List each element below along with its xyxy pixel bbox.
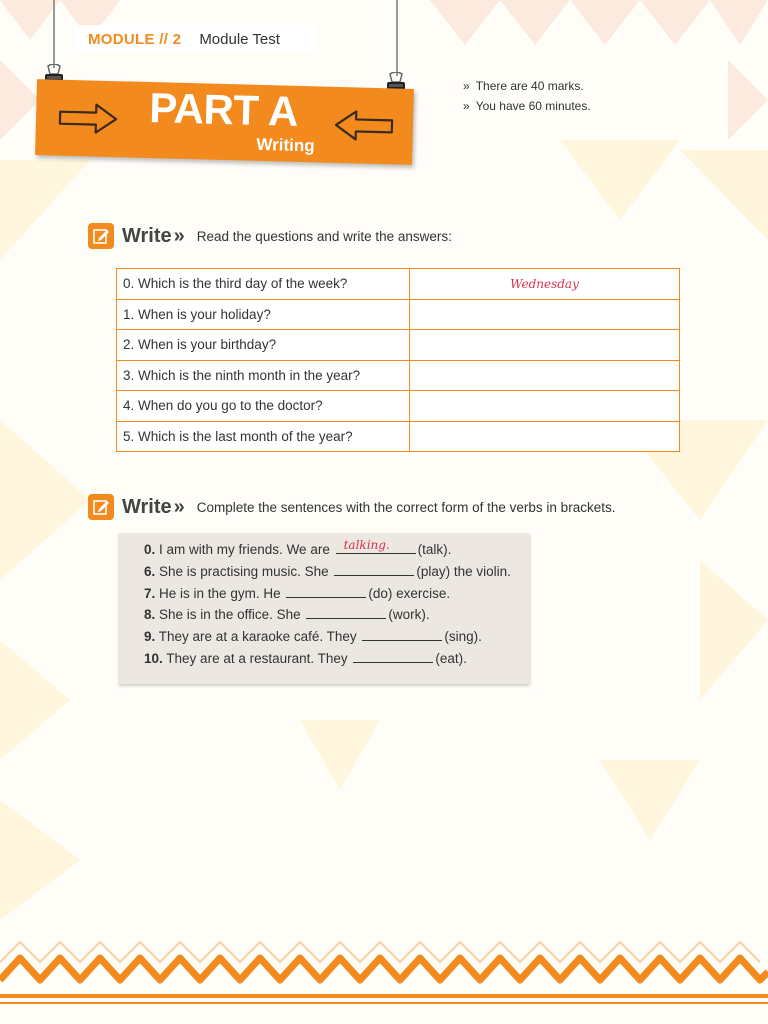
sentence-text: She is practising music. She (159, 563, 329, 579)
part-banner (35, 79, 414, 165)
table-row (117, 299, 680, 330)
question-cell: 2. When is your birthday? (117, 330, 410, 361)
answer-blank[interactable] (353, 650, 433, 663)
sentence-paper (118, 533, 529, 684)
section-1-heading: Write (122, 224, 172, 247)
answer-cell[interactable] (410, 421, 680, 452)
sentence-text: They are at a karaoke café. They (158, 629, 357, 645)
time-info: » You have 60 minutes. (463, 96, 591, 116)
sentence-number: 9. (144, 629, 156, 645)
arrow-left-icon (331, 107, 396, 145)
marks-info: » There are 40 marks. (463, 76, 591, 96)
verb-hint: (talk). (417, 542, 452, 557)
part-title: PART A (148, 84, 299, 135)
question-cell: 5. Which is the last month of the year? (117, 421, 410, 452)
answer-blank[interactable] (362, 628, 442, 641)
sentence-line (144, 626, 511, 648)
module-label: MODULE // 2 (88, 30, 182, 48)
module-title: Module Test (199, 30, 280, 48)
answer-cell[interactable] (410, 360, 680, 391)
sentence-line (144, 561, 511, 583)
sentence-number: 8. (144, 607, 156, 623)
verb-hint: (do) exercise. (368, 585, 451, 601)
test-info (463, 76, 591, 116)
table-row (117, 330, 680, 361)
sentence-number: 6. (144, 563, 156, 579)
verb-hint: (play) the violin. (416, 563, 511, 579)
answer-blank[interactable] (286, 585, 366, 598)
question-cell: 4. When do you go to the doctor? (117, 391, 410, 422)
answer-blank[interactable] (334, 563, 414, 576)
sentence-number: 10. (144, 650, 163, 666)
section-2-header (88, 494, 615, 520)
verb-hint: (work). (388, 607, 430, 623)
sentence-line (144, 539, 511, 561)
answer-blank[interactable] (306, 606, 386, 619)
section-1-header (88, 223, 452, 249)
question-cell: 1. When is your holiday? (117, 299, 410, 330)
sentence-text: I am with my friends. We are (159, 542, 330, 557)
table-row (117, 391, 680, 422)
section-2-instruction: Complete the sentences with the correct form of the verbs in brackets. (196, 499, 616, 515)
sentence-line (144, 583, 511, 605)
zigzag-border (0, 940, 768, 1010)
blank-answer-text: talking. (343, 538, 390, 552)
question-cell: 3. Which is the ninth month in the year? (117, 360, 410, 391)
pencil-icon (88, 494, 114, 520)
sentence-number: 0. (144, 542, 156, 557)
sentence-text: She is in the office. She (159, 607, 301, 623)
question-table (116, 268, 680, 452)
answer-cell[interactable] (410, 299, 680, 330)
sentence-text: They are at a restaurant. They (166, 650, 348, 666)
hanging-wire-right (396, 0, 398, 76)
sentence-number: 7. (144, 585, 156, 601)
sentence-line (144, 648, 511, 670)
arrow-right-icon (56, 100, 121, 138)
table-row (117, 360, 680, 391)
part-subtitle: Writing (256, 134, 315, 156)
question-cell: 0. Which is the third day of the week? (117, 269, 410, 300)
sentence-text: He is in the gym. He (159, 585, 281, 601)
answer-text: Wednesday (510, 276, 579, 291)
answer-blank[interactable] (336, 538, 416, 554)
sentence-list (144, 539, 511, 670)
pencil-icon (88, 223, 114, 249)
hanging-wire-left (53, 0, 55, 68)
module-header (74, 25, 315, 53)
answer-cell[interactable] (410, 391, 680, 422)
answer-cell[interactable] (410, 269, 680, 300)
answer-cell[interactable] (410, 330, 680, 361)
section-1-instruction: Read the questions and write the answers: (196, 228, 452, 244)
verb-hint: (eat). (435, 650, 467, 666)
verb-hint: (sing). (444, 629, 482, 645)
table-row (117, 269, 680, 300)
chevrons-icon: » (173, 224, 185, 247)
sentence-line (144, 604, 511, 626)
section-2-heading: Write (122, 495, 172, 518)
chevrons-icon: » (173, 495, 185, 518)
table-row (117, 421, 680, 452)
